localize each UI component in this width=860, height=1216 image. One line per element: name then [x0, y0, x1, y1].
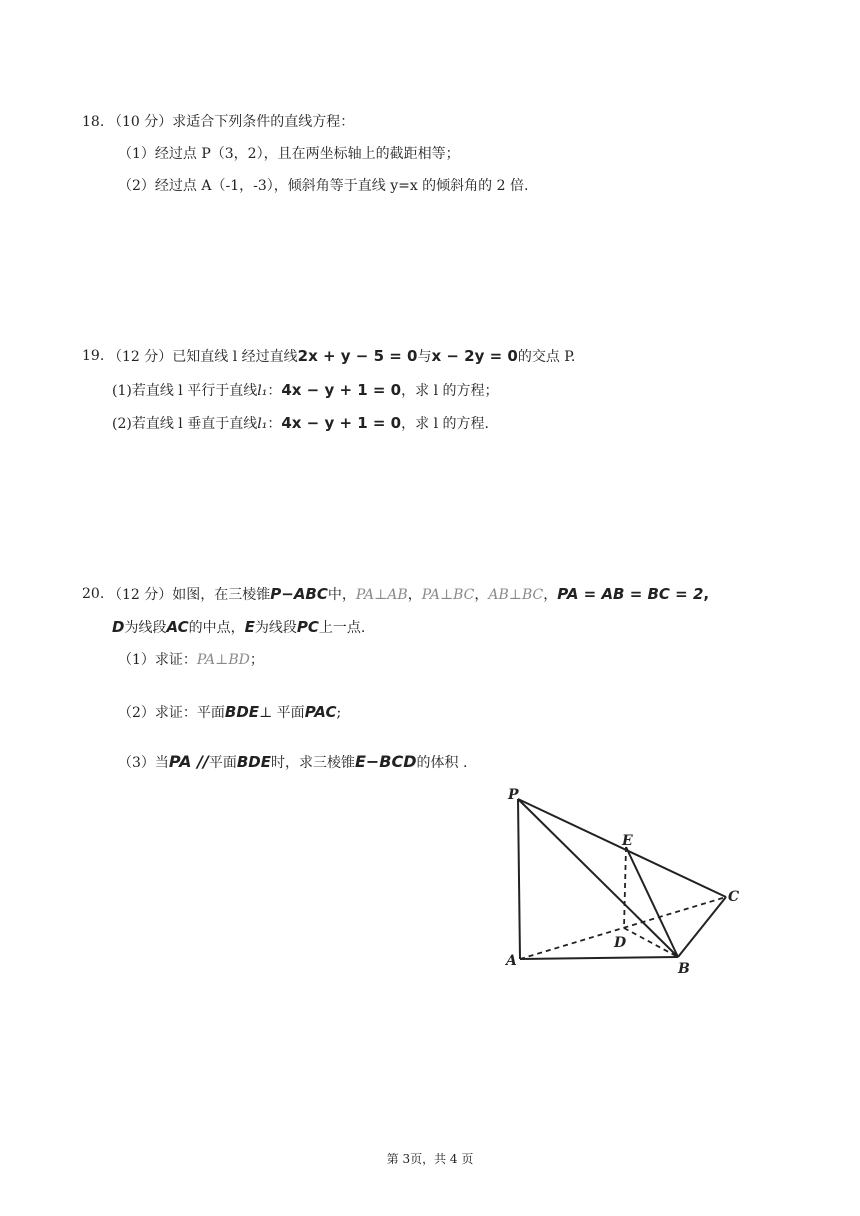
- q20-PC: PC: [296, 618, 319, 636]
- q19-number: 19.: [82, 348, 105, 364]
- q20-part1-a: （1）求证：: [118, 652, 197, 668]
- edge-BC: [678, 897, 726, 957]
- q20-part3-c: 时，求三棱锥: [270, 755, 355, 771]
- q19-part2-text-a: (2)若直线 l 垂直于直线: [112, 416, 258, 432]
- q18-stem: （10 分）求适合下列条件的直线方程：: [108, 114, 355, 130]
- q20-part3-PA: PA //: [168, 752, 209, 771]
- q20-part3-EBCD: E−BCD: [354, 752, 417, 771]
- q20-line2-b: 的中点，: [188, 620, 245, 636]
- q20-pyramid: P−ABC: [270, 585, 328, 603]
- q20-part3-b: 平面: [208, 755, 237, 771]
- q20-stem: [108, 584, 709, 605]
- q20-part1-b: ；: [249, 652, 264, 668]
- q20-part2-BDE: BDE: [224, 703, 260, 721]
- q20-AC: AC: [166, 618, 189, 636]
- q20-part2-b: ⊥ 平面: [259, 705, 305, 721]
- q20-number: 20.: [82, 586, 105, 602]
- q20-condition-1: PA⊥AB: [355, 587, 408, 603]
- q20-line2-c: 为线段: [254, 620, 297, 636]
- q20-line2-d: 上一点.: [318, 620, 366, 636]
- q20-line2-a: 为线段: [124, 620, 167, 636]
- page-footer: 第 3页，共 4 页: [386, 1152, 474, 1166]
- q19-part2: [112, 413, 489, 434]
- q20-part3-BDE: BDE: [236, 753, 271, 771]
- q20-part3-a: （3）当: [118, 755, 169, 771]
- label-P: P: [508, 787, 519, 803]
- q19-part2-equation: 4x − y + 1 = 0: [281, 414, 402, 432]
- q20-D: D: [112, 618, 125, 636]
- q19-part1-colon: ：: [267, 383, 282, 399]
- edge-PA: [518, 799, 520, 959]
- q19-part2-text-b: ，求 l 的方程.: [401, 416, 489, 432]
- q20-condition-2: PA⊥BC: [421, 587, 475, 603]
- q20-part2-a: （2）求证：平面: [118, 705, 225, 721]
- label-A: A: [506, 953, 517, 969]
- q20-stem-line2: [112, 617, 365, 638]
- q20-part1-math: PA⊥BD: [196, 652, 250, 668]
- q19-stem-text-a: （12 分）已知直线 l 经过直线: [108, 349, 298, 365]
- q20-sep-3: ，: [543, 587, 558, 603]
- q19-l1-symbol: l₁: [257, 383, 268, 399]
- q19-part2-colon: ：: [267, 416, 282, 432]
- q20-comma: ,: [703, 585, 710, 603]
- edge-AB: [520, 957, 678, 959]
- edge-DB-dashed: [624, 928, 678, 957]
- q20-stem-text-a: （12 分）如图，在三棱锥: [108, 587, 271, 603]
- q18-part2: （2）经过点 A（-1，-3），倾斜角等于直线 y=x 的倾斜角的 2 倍.: [118, 178, 529, 194]
- q18-number: 18.: [82, 114, 105, 130]
- label-D: D: [614, 935, 627, 951]
- q20-sep-1: ，: [407, 587, 422, 603]
- q19-equation-1: 2x + y − 5 = 0: [297, 347, 418, 365]
- q19-stem-text-c: 的交点 P.: [517, 349, 576, 365]
- q20-stem-text-b: 中，: [327, 587, 356, 603]
- q18-part1: （1）经过点 P（3，2），且在两坐标轴上的截距相等；: [118, 146, 460, 162]
- q19-part1: [112, 380, 499, 401]
- q20-part2: [118, 702, 341, 723]
- q20-condition-4: PA = AB = BC = 2: [557, 585, 704, 603]
- pyramid-figure: [500, 785, 760, 985]
- label-E: E: [622, 833, 633, 849]
- q19-part1-text-a: (1)若直线 l 平行于直线: [112, 383, 258, 399]
- edge-EB: [626, 847, 678, 957]
- q20-part3: [118, 752, 467, 773]
- q20-condition-3: AB⊥BC: [488, 587, 544, 603]
- q20-part3-d: 的体积 .: [416, 755, 468, 771]
- q19-equation-2: x − 2y = 0: [431, 347, 518, 365]
- q19-part1-text-b: ，求 l 的方程；: [401, 383, 499, 399]
- q20-sep-2: ，: [474, 587, 489, 603]
- label-B: B: [678, 961, 690, 977]
- q19-stem: [108, 346, 575, 367]
- q19-part1-equation: 4x − y + 1 = 0: [281, 381, 402, 399]
- q20-E: E: [244, 618, 255, 636]
- q20-part2-c: ;: [336, 705, 342, 721]
- q19-l1-symbol-2: l₁: [257, 416, 268, 432]
- edge-PB: [518, 799, 678, 957]
- q20-part1: [118, 650, 264, 670]
- q19-stem-text-b: 与: [417, 349, 432, 365]
- edge-ED-dashed: [624, 847, 626, 928]
- q20-part2-PAC: PAC: [304, 703, 337, 721]
- label-C: C: [728, 889, 740, 905]
